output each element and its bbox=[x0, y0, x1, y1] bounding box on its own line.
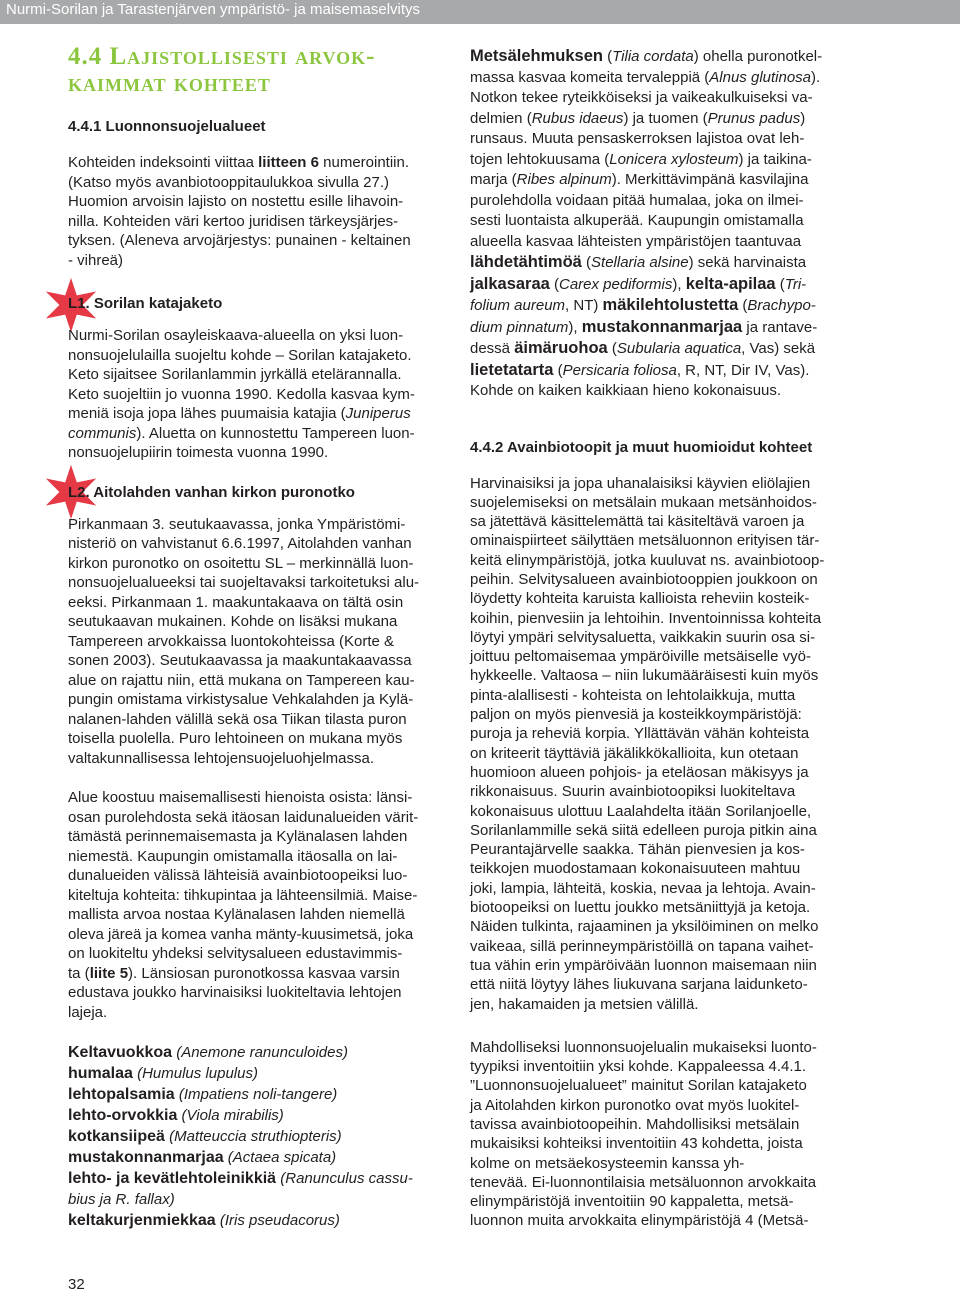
list-item: keltakurjenmiekkaa (Iris pseudacorus) bbox=[68, 1212, 340, 1229]
list-item: Keltavuokkoa (Anemone ranunculoides) bbox=[68, 1044, 348, 1061]
l1-block bbox=[68, 294, 446, 314]
list-item: lehto- ja kevätlehtoleinikkiä (Ranunculus cassu- bbox=[68, 1170, 413, 1187]
document-title: Nurmi-Sorilan ja Tarastenjärven ympäristö- ja maisemaselvitys bbox=[6, 1, 421, 18]
l1-title: L1. Sorilan katajaketo bbox=[68, 295, 223, 312]
intro-paragraph: Kohteiden indeksointi viittaa liitteen 6 numerointiin. (Katso myös avanbiotooppitaulukkoa sivulla 27.) Huomion arvoisin lajisto on nostettu esille lihavoin- nilla. Kohteiden väri kertoo juridisen tärkeysjärjes- tyksen. (Aleneva arvojärjestys: punainen - keltainen - vihreä) bbox=[68, 154, 411, 269]
l2-block bbox=[68, 483, 446, 503]
l2-paragraph-1: Pirkanmaan 3. seutukaavassa, jonka Ympäristömi- nisteriö on vahvistanut 6.6.1997, Aitolahden vanhan kirkon puronotko on osoitettu SL – merkinnällä luon- nonsuojelualueeksi tai suojeltavaksi tarkoitetuksi alu- eeksi. Pirkanmaan 1. maakuntakaava on tältä osin seutukaavan mukainen. Kohde on lisäksi mukana Tampereen arvokkaissa luontokohteissa (Korte & sonen 2003). Seutukaavassa ja maakuntakaavassa alue on rajattu niin, että mukana on Tampereen kau- pungin omistama virkistysalue Vehkalahden ja Kylä- nalanen-lahden välillä sekä osa Tiikan tilasta puron toisella puolella. Puro lehtoineen on mukana myös valtakunnallisessa lehtojensuojeluohjelmassa. bbox=[68, 515, 420, 767]
list-item: lehtopalsamia (Impatiens noli-tangere) bbox=[68, 1086, 338, 1103]
l2-title: L2. Aitolahden vanhan kirkon puronotko bbox=[68, 483, 355, 501]
header-bar bbox=[0, 0, 960, 24]
left-column bbox=[68, 38, 446, 1231]
l1-paragraph: Nurmi-Sorilan osayleiskaava-alueella on yksi luon- nonsuojelulailla suojeltu kohde – Sorilan katajaketo. Keto sijaitsee Sorilanlammin jyrkällä etelärannalla. Keto suojeltiin jo vuonna 1990. Kedolla kasvaa kym- meniä isoja jopa lähes puumaisia katajia (Juniperus communis). Aluetta on kunnostettu Tampereen luon- nonsuojelupiirin toimesta vuonna 1990. bbox=[68, 327, 415, 461]
list-item: kotkansiipeä (Matteuccia struthiopteris) bbox=[68, 1128, 342, 1145]
subheading-key-biotopes: 4.4.2 Avainbiotoopit ja muut huomioidut kohteet bbox=[470, 438, 813, 456]
species-list bbox=[68, 1042, 446, 1231]
l2-paragraph-2: Alue koostuu maisemallisesti hienoista osista: länsi- osan purolehdosta sekä itäosan laidunalueiden värit- tämästä perinnemaisemasta ja Kylänalasen lahden niemestä. Kaupungin omistamalla itäosalla on lai- dunalueiden välissä lähteisiä avainbiotoopeiksi luo- kiteltuja kohteita: tihkupintaa ja lähteensilmiä. Maise- mallista arvoa nostaa Kylänalasen lahden niemellä oleva järeä ja komea vanha mänty-kuusimetsä, joka on luokiteltu yhdeksi selvitysalueen edustavimmis- ta (liite 5). Länsiosan puronotkossa kasvaa varsin edustava joukko harvinaisiksi luokiteltavia lehtojen lajeja. bbox=[68, 789, 419, 1021]
subheading-protected-areas: 4.4.1 Luonnonsuojelualueet bbox=[68, 118, 266, 135]
species-paragraph: Metsälehmuksen (Tilia cordata) ohella puronotkel- massa kasvaa komeita tervaleppiä (Alnus glutinosa). Notkon tekee ryteikköiseksi ja vaikeakulkuiseksi va- delmien (Rubus idaeus) ja tuomen (Prunus padus) runsaus. Muuta pensaskerroksen lajistoa ovat leh- tojen lehtokuusama (Lonicera xylosteum) ja taikina- marja (Ribes alpinum). Merkittävimpänä kasvilajina purolehdolla voidaan pitää humalaa, joka on ilmei- sesti luontaista alkuperää. Kaupungin omistamalla alueella kasvaa lähteisten ympäristöjen taantuvaa lähdetähtimöä (Stellaria alsine) sekä harvinaista jalkasaraa (Carex pediformis), kelta-apilaa (Tri- folium aureum, NT) mäkilehtolustetta (Brachypo- dium pinnatum), mustakonnanmarjaa ja rantave- dessä äimäruohoa (Subularia aquatica, Vas) sekä lietetatarta (Persicaria foliosa, R, NT, Dir IV, Vas). Kohde on kaiken kaikkiaan hieno kokonaisuus. bbox=[470, 47, 823, 399]
list-item: lehto-orvokkia (Viola mirabilis) bbox=[68, 1107, 284, 1124]
inventory-paragraph: Mahdolliseksi luonnonsuojelualin mukaiseksi luonto- tyypiksi inventoitiin yksi kohde. Kappaleessa 4.4.1. ”Luonnonsuojelualueet” mainitut Sorilan katajaketo ja Aitolahden kirkon puronotko ovat myös luokitel- tavissa avainbiotoopeihin. Mahdollisiksi metsälain mukaisiksi kohteiksi inventoitiin 43 kohdetta, joista kolme on metsäekosysteemin kanssa yh- tenevää. Ei-luonnontilaisia metsäluonnon arvokkaita elinympäristöjä inventoitiin 90 kappaletta, metsä- luonnon muita arvokkaita elinympäristöjä 4 (Metsä- bbox=[470, 1038, 817, 1230]
list-item-continued: bius ja R. fallax) bbox=[68, 1191, 175, 1208]
list-item: humalaa (Humulus lupulus) bbox=[68, 1065, 258, 1082]
page-number: 32 bbox=[68, 1276, 85, 1293]
section-heading: 4.4 Lajistollisesti arvok- kaimmat kohteet bbox=[68, 43, 376, 97]
list-item: mustakonnanmarjaa (Actaea spicata) bbox=[68, 1149, 337, 1166]
right-column bbox=[470, 46, 848, 1231]
key-biotopes-paragraph: Harvinaisiksi ja jopa uhanalaisiksi käyvien eliölajien suojelemiseksi on metsälain mukaan metsänhoidos- sa jätettävä käsittelemättä tai käsiteltävä varoen ja ominaispiirteet säilyttäen metsäluonnon erityisen tär- keitä elinympäristöjä, jotka kuuluvat ns. avainbiotoop- peihin. Selvitysalueen avainbiotooppien joukkoon on löydetty kohteita karuista kallioista reheviin kosteik- koihin, pienvesiin ja lehtoihin. Inventoinnissa kohteita löytyi ympäri selvitysaluetta, vaikkakin suurin osa si- joittuu peltomaisemaa ympäröiville metsäiselle vyö- hykkeelle. Valtaosa – niin lukumääräisesti kuin myös pinta-alallisesti - kohteista on lehtolaikkuja, mutta paljon on myös pienvesiä ja kosteikkoympäristöjä: puroja ja reheviä korpia. Yllättävän vähän kohteista on kriteerit täyttäviä jäkälikkökallioita, kun otetaan huomioon alueen pohjois- ja eteläosan mäkisyys ja rikkonaisuus. Suurin avainbiotoopiksi luokiteltava kokonaisuus ulottuu Laalahdelta itään Sorilanjoelle, Sorilanlammille sekä siitä edelleen puroja pitkin aina Peurantajärvelle saakka. Tähän pienvesien ja kos- teikkojen muodostamaan kokonaisuuteen mahtuu joki, lampia, lähteitä, koskia, nevaa ja lehtoja. Avain- biotoopeiksi on luettu joukko metsäniittyjä ja ketoja. Näiden tulkinta, rajaaminen ja yksilöiminen on melko vaikeaa, sillä perinneympäristöillä on tapana vaihet- tua vähin erin ympäröivään luonnon maisemaan niin että niitä löytyy lähes liukuvana sarjana laidunketo- jen, hakamaiden ja metsien välillä. bbox=[470, 474, 825, 1013]
